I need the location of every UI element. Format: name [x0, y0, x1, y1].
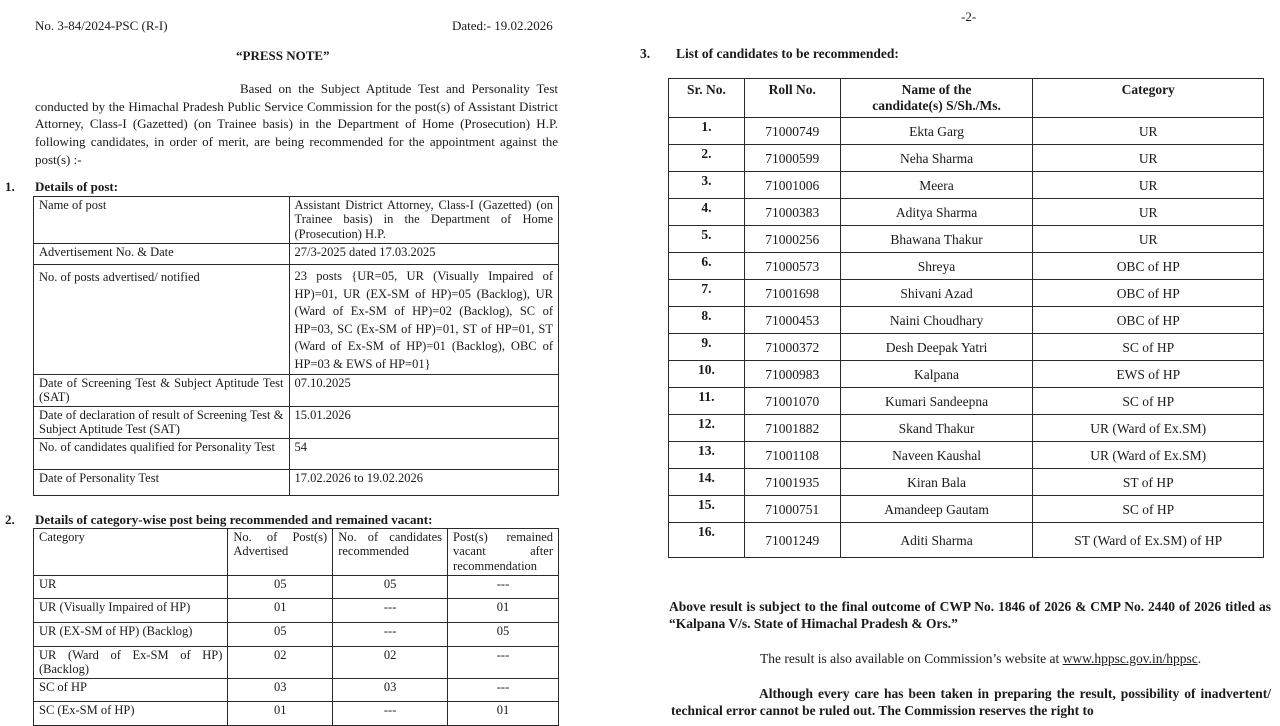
- recommended-cell: 05: [333, 576, 448, 599]
- vacant-cell: 05: [448, 623, 559, 647]
- table-row: [669, 172, 1264, 199]
- column-header: No. of candidates recommended: [333, 529, 448, 576]
- category-cell: ST (Ward of Ex.SM) of HP: [1033, 523, 1264, 558]
- recommended-cell: 03: [333, 678, 448, 701]
- table-row: [669, 496, 1264, 523]
- vacant-cell: ---: [448, 678, 559, 701]
- category-cell: SC of HP: [34, 678, 228, 701]
- table-row: [669, 361, 1264, 388]
- recommended-cell: 02: [333, 647, 448, 679]
- candidate-name-cell: Ekta Garg: [840, 118, 1033, 145]
- row-value: 23 posts {UR=05, UR (Visually Impaired of HP)=01, UR (EX-SM of HP)=05 (Backlog), UR (Ward of Ex-SM of HP)=02 (Backlog), SC of HP=03, SC (Ex-SM of HP)=01, ST of HP=01, ST (Ward of Ex-SM of HP)=01 (Backlog), OBC of HP=03 & EWS of HP=01}: [289, 265, 558, 375]
- candidate-name-cell: Shivani Azad: [840, 280, 1033, 307]
- table-row: [669, 280, 1264, 307]
- table-row: [669, 226, 1264, 253]
- table-row: [34, 701, 559, 725]
- column-header: Category: [34, 529, 228, 576]
- candidate-name-cell: Skand Thakur: [840, 415, 1033, 442]
- sr-no-cell: 11.: [669, 388, 745, 415]
- table-row: [669, 199, 1264, 226]
- table-row: [34, 678, 559, 701]
- roll-no-cell: 71000256: [744, 226, 840, 253]
- roll-no-cell: 71001070: [744, 388, 840, 415]
- category-cell: UR: [1033, 226, 1264, 253]
- roll-no-cell: 71001006: [744, 172, 840, 199]
- column-header-category: Category: [1033, 79, 1264, 118]
- sr-no-cell: 13.: [669, 442, 745, 469]
- table-row: [34, 438, 559, 469]
- roll-no-cell: 71000372: [744, 334, 840, 361]
- category-cell: EWS of HP: [1033, 361, 1264, 388]
- recommended-cell: ---: [333, 623, 448, 647]
- roll-no-cell: 71001698: [744, 280, 840, 307]
- sr-no-cell: 7.: [669, 280, 745, 307]
- category-cell: OBC of HP: [1033, 307, 1264, 334]
- roll-no-cell: 71000749: [744, 118, 840, 145]
- sr-no-cell: 15.: [669, 496, 745, 523]
- row-label: No. of candidates qualified for Personality Test: [34, 438, 290, 469]
- row-value: 17.02.2026 to 19.02.2026: [289, 469, 558, 495]
- table-row: [669, 307, 1264, 334]
- sr-no-cell: 2.: [669, 145, 745, 172]
- row-value: 27/3-2025 dated 17.03.2025: [289, 244, 558, 265]
- candidate-name-cell: Kiran Bala: [840, 469, 1033, 496]
- row-label: No. of posts advertised/ notified: [34, 265, 290, 375]
- column-header: Post(s) remained vacant after recommendation: [448, 529, 559, 576]
- candidate-name-cell: Naini Choudhary: [840, 307, 1033, 334]
- roll-no-cell: 71001108: [744, 442, 840, 469]
- court-case-note: Above result is subject to the final outcome of CWP No. 1846 of 2026 & CMP No. 2440 of 2026 titled as “Kalpana V/s. State of Himachal Pradesh & Ors.”: [669, 599, 1271, 631]
- row-label: Date of declaration of result of Screening Test & Subject Aptitude Test (SAT): [34, 406, 290, 438]
- candidate-name-cell: Amandeep Gautam: [840, 496, 1033, 523]
- category-cell: UR (EX-SM of HP) (Backlog): [34, 623, 228, 647]
- candidate-name-cell: Bhawana Thakur: [840, 226, 1033, 253]
- table-row: [669, 388, 1264, 415]
- table-row: [34, 244, 559, 265]
- row-value: 54: [289, 438, 558, 469]
- category-cell: UR (Ward of Ex.SM): [1033, 415, 1264, 442]
- sr-no-cell: 3.: [669, 172, 745, 199]
- sr-no-cell: 14.: [669, 469, 745, 496]
- advertised-cell: 03: [228, 678, 333, 701]
- document-date: Dated:- 19.02.2026: [452, 18, 553, 33]
- table-row: [34, 197, 559, 244]
- candidate-name-cell: Desh Deepak Yatri: [840, 334, 1033, 361]
- roll-no-cell: 71000383: [744, 199, 840, 226]
- category-cell: UR (Visually Impaired of HP): [34, 599, 228, 623]
- vacant-cell: 01: [448, 701, 559, 725]
- table-row: [34, 406, 559, 438]
- intro-paragraph: [35, 80, 558, 169]
- website-note: [760, 651, 1201, 667]
- roll-no-cell: 71000599: [744, 145, 840, 172]
- table-row: [34, 265, 559, 375]
- website-link[interactable]: www.hppsc.gov.in/hppsc: [1062, 651, 1198, 666]
- column-header-roll-no: Roll No.: [744, 79, 840, 118]
- vacant-cell: 01: [448, 599, 559, 623]
- section-title: Details of category-wise post being recommended and remained vacant:: [35, 512, 433, 527]
- candidate-name-cell: Shreya: [840, 253, 1033, 280]
- roll-no-cell: 71000453: [744, 307, 840, 334]
- category-cell: ST of HP: [1033, 469, 1264, 496]
- section-2-heading: [5, 512, 432, 527]
- vacant-cell: ---: [448, 647, 559, 679]
- vacant-cell: ---: [448, 576, 559, 599]
- row-label: Date of Personality Test: [34, 469, 290, 495]
- category-cell: UR: [1033, 199, 1264, 226]
- advertised-cell: 02: [228, 647, 333, 679]
- table-row: [669, 118, 1264, 145]
- section-title: Details of post:: [35, 179, 119, 194]
- disclaimer-paragraph: Although every care has been taken in preparing the result, possibility of inadvertent/ technical error cannot be ruled out. The Commission reserves the right to: [671, 686, 1271, 718]
- table-header-row: [669, 79, 1264, 118]
- candidate-name-cell: Kalpana: [840, 361, 1033, 388]
- category-cell: UR: [1033, 172, 1264, 199]
- post-details-table: [33, 196, 559, 496]
- category-cell: OBC of HP: [1033, 253, 1264, 280]
- row-label: Name of post: [34, 197, 290, 244]
- category-cell: OBC of HP: [1033, 280, 1264, 307]
- section-number: 2.: [5, 512, 15, 527]
- sr-no-cell: 1.: [669, 118, 745, 145]
- section-number: 3.: [640, 46, 651, 61]
- sr-no-cell: 10.: [669, 361, 745, 388]
- table-row: [34, 469, 559, 495]
- table-row: [669, 334, 1264, 361]
- advertised-cell: 01: [228, 701, 333, 725]
- candidate-name-cell: Aditi Sharma: [840, 523, 1033, 558]
- row-value: Assistant District Attorney, Class-I (Gazetted) (on Trainee basis) in the Department of Home (Prosecution) H.P.: [289, 197, 558, 244]
- section-title: List of candidates to be recommended:: [676, 46, 899, 61]
- table-row: [669, 442, 1264, 469]
- table-row: [669, 145, 1264, 172]
- website-note-end: .: [1197, 651, 1202, 666]
- section-3-heading: [640, 46, 899, 62]
- section-number: 1.: [5, 179, 15, 194]
- candidate-name-cell: Meera: [840, 172, 1033, 199]
- recommended-cell: ---: [333, 701, 448, 725]
- sr-no-cell: 5.: [669, 226, 745, 253]
- sr-no-cell: 9.: [669, 334, 745, 361]
- column-header-sr-no: Sr. No.: [669, 79, 745, 118]
- candidate-name-cell: Aditya Sharma: [840, 199, 1033, 226]
- section-1-heading: [5, 179, 118, 194]
- column-header-name: Name of the candidate(s) S/Sh./Ms.: [840, 79, 1033, 118]
- table-row: [669, 253, 1264, 280]
- intro-text: Based on the Subject Aptitude Test and Personality Test conducted by the Himachal Pradesh Public Service Commission for the post(s) of Assistant District Attorney, Class-I (Gazetted) (on Trainee basis) in the Department of Home (Prosecution) H.P. following candidates, in order of merit, are being recommended for the appointment against the post(s) :-: [35, 81, 558, 167]
- press-note-title: “PRESS NOTE”: [236, 48, 330, 63]
- reference-number: No. 3-84/2024-PSC (R-I): [35, 18, 168, 33]
- column-header: No. of Post(s) Advertised: [228, 529, 333, 576]
- sr-no-cell: 16.: [669, 523, 745, 558]
- candidate-name-cell: Naveen Kaushal: [840, 442, 1033, 469]
- category-cell: UR: [1033, 145, 1264, 172]
- category-cell: UR: [1033, 118, 1264, 145]
- table-row: [34, 599, 559, 623]
- sr-no-cell: 12.: [669, 415, 745, 442]
- roll-no-cell: 71001882: [744, 415, 840, 442]
- roll-no-cell: 71001935: [744, 469, 840, 496]
- table-row: [669, 469, 1264, 496]
- category-cell: SC (Ex-SM of HP): [34, 701, 228, 725]
- roll-no-cell: 71000751: [744, 496, 840, 523]
- table-row: [669, 523, 1264, 558]
- sr-no-cell: 6.: [669, 253, 745, 280]
- category-cell: UR: [34, 576, 228, 599]
- recommended-cell: ---: [333, 599, 448, 623]
- advertised-cell: 05: [228, 623, 333, 647]
- table-header-row: [34, 529, 559, 576]
- roll-no-cell: 71000573: [744, 253, 840, 280]
- category-cell: UR (Ward of Ex.SM): [1033, 442, 1264, 469]
- row-value: 15.01.2026: [289, 406, 558, 438]
- advertised-cell: 05: [228, 576, 333, 599]
- website-note-text: The result is also available on Commission’s website at: [760, 651, 1063, 666]
- roll-no-cell: 71000983: [744, 361, 840, 388]
- sr-no-cell: 4.: [669, 199, 745, 226]
- roll-no-cell: 71001249: [744, 523, 840, 558]
- table-row: [34, 623, 559, 647]
- row-label: Date of Screening Test & Subject Aptitude Test (SAT): [34, 375, 290, 407]
- candidate-name-cell: Neha Sharma: [840, 145, 1033, 172]
- row-label: Advertisement No. & Date: [34, 244, 290, 265]
- page-number: -2-: [961, 9, 977, 24]
- sr-no-cell: 8.: [669, 307, 745, 334]
- category-cell: UR (Ward of Ex-SM of HP) (Backlog): [34, 647, 228, 679]
- table-row: [34, 647, 559, 679]
- category-cell: SC of HP: [1033, 334, 1264, 361]
- advertised-cell: 01: [228, 599, 333, 623]
- category-vacancy-table: [33, 528, 559, 726]
- table-row: [669, 415, 1264, 442]
- category-cell: SC of HP: [1033, 496, 1264, 523]
- candidate-name-cell: Kumari Sandeepna: [840, 388, 1033, 415]
- table-row: [34, 576, 559, 599]
- category-cell: SC of HP: [1033, 388, 1264, 415]
- table-row: [34, 375, 559, 407]
- candidates-table: [668, 78, 1264, 558]
- row-value: 07.10.2025: [289, 375, 558, 407]
